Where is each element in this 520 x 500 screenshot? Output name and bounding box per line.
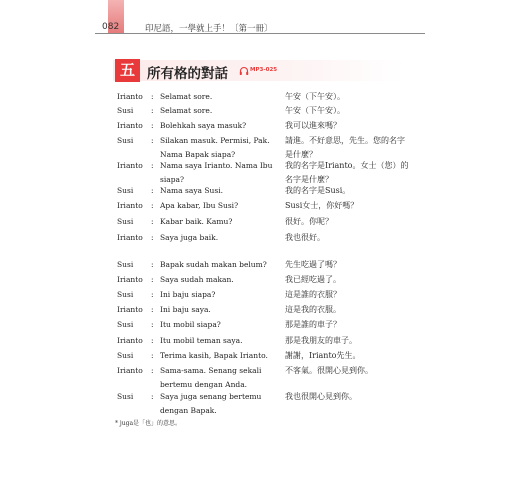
chinese-translation: 我已經吃過了。: [285, 275, 341, 284]
indonesian-line: Selamat sore.: [160, 92, 213, 101]
chinese-translation: Susi女士，你好嗎？: [285, 201, 359, 210]
chinese-translation: 午安（下午安）。: [285, 92, 345, 101]
speaker-colon: :: [151, 92, 154, 101]
chinese-translation: 很好。你呢？: [285, 217, 333, 226]
speaker-name: Irianto: [117, 121, 143, 130]
speaker-colon: :: [151, 320, 154, 329]
chinese-translation: 那是誰的車子？: [285, 320, 341, 329]
speaker-name: Susi: [117, 217, 134, 226]
chinese-translation: 我的名字是Susi。: [285, 186, 351, 195]
indonesian-line: Saya juga senang bertemu dengan Bapak.: [160, 392, 262, 415]
speaker-colon: :: [151, 392, 154, 401]
speaker-colon: :: [151, 121, 154, 130]
indonesian-line: Bapak sudah makan belum?: [160, 260, 267, 269]
indonesian-line: Apa kabar, Ibu Susi?: [160, 201, 239, 210]
chinese-translation: 我可以進來嗎？: [285, 121, 341, 130]
speaker-name: Irianto: [117, 275, 143, 284]
speaker-name: Susi: [117, 351, 134, 360]
speaker-colon: :: [151, 275, 154, 284]
page-number: 082: [102, 22, 120, 32]
indonesian-line: Sama-sama. Senang sekali bertemu dengan Anda.: [160, 366, 262, 389]
indonesian-line: Saya sudah makan.: [160, 275, 234, 284]
speaker-colon: :: [151, 106, 154, 115]
indonesian-line: Terima kasih, Bapak Irianto.: [160, 351, 268, 360]
chinese-translation: 這是我的衣服。: [285, 305, 341, 314]
speaker-name: Irianto: [117, 336, 143, 345]
chinese-translation: 請進。不好意思，先生。您的名字是什麼？: [285, 136, 405, 159]
speaker-name: Irianto: [117, 92, 143, 101]
indonesian-line: Ini baju saya.: [160, 305, 211, 314]
chinese-translation: 我也很開心見到你。: [285, 392, 357, 401]
indonesian-line: Saya juga baik.: [160, 233, 219, 242]
indonesian-line: Silakan masuk. Permisi, Pak. Nama Bapak siapa?: [160, 136, 270, 159]
speaker-name: Susi: [117, 186, 134, 195]
indonesian-line: Nama saya Irianto. Nama Ibu siapa?: [160, 161, 273, 184]
chinese-translation: 這是誰的衣服？: [285, 290, 341, 299]
section-number-badge: 五: [115, 59, 140, 82]
speaker-colon: :: [151, 290, 154, 299]
speaker-name: Irianto: [117, 201, 143, 210]
chinese-translation: 我也很好。: [285, 233, 325, 242]
speaker-name: Susi: [117, 290, 134, 299]
speaker-colon: :: [151, 161, 154, 170]
chinese-translation: 那是我朋友的車子。: [285, 336, 357, 345]
indonesian-line: Nama saya Susi.: [160, 186, 224, 195]
speaker-name: Susi: [117, 320, 134, 329]
audio-track-label[interactable]: MP3-025: [250, 67, 278, 73]
indonesian-line: Bolehkah saya masuk?: [160, 121, 247, 130]
indonesian-line: Kabar baik. Kamu?: [160, 217, 233, 226]
speaker-name: Irianto: [117, 233, 143, 242]
chinese-translation: 我的名字是Irianto。女士（您）的名字是什麼？: [285, 161, 409, 184]
speaker-colon: :: [151, 136, 154, 145]
book-title: 印尼語，一學就上手！〔第一冊〕: [145, 24, 273, 34]
section-title: 所有格的對話: [147, 66, 228, 82]
chinese-translation: 午安（下午安）。: [285, 106, 345, 115]
speaker-colon: :: [151, 366, 154, 375]
chinese-translation: 不客氣。很開心見到你。: [285, 366, 373, 375]
speaker-colon: :: [151, 351, 154, 360]
indonesian-line: Itu mobil siapa?: [160, 320, 221, 329]
chinese-translation: 謝謝，Irianto先生。: [285, 351, 361, 360]
speaker-name: Susi: [117, 136, 134, 145]
speaker-name: Irianto: [117, 161, 143, 170]
indonesian-line: Itu mobil teman saya.: [160, 336, 243, 345]
footnote: * juga是「也」的意思。: [115, 420, 182, 427]
speaker-colon: :: [151, 305, 154, 314]
speaker-colon: :: [151, 336, 154, 345]
indonesian-line: Ini baju siapa?: [160, 290, 216, 299]
speaker-colon: :: [151, 186, 154, 195]
speaker-name: Irianto: [117, 305, 143, 314]
speaker-name: Susi: [117, 392, 134, 401]
speaker-colon: :: [151, 201, 154, 210]
speaker-colon: :: [151, 233, 154, 242]
speaker-name: Irianto: [117, 366, 143, 375]
chinese-translation: 先生吃過了嗎？: [285, 260, 341, 269]
speaker-colon: :: [151, 217, 154, 226]
speaker-colon: :: [151, 260, 154, 269]
indonesian-line: Selamat sore.: [160, 106, 213, 115]
speaker-name: Susi: [117, 260, 134, 269]
speaker-name: Susi: [117, 106, 134, 115]
